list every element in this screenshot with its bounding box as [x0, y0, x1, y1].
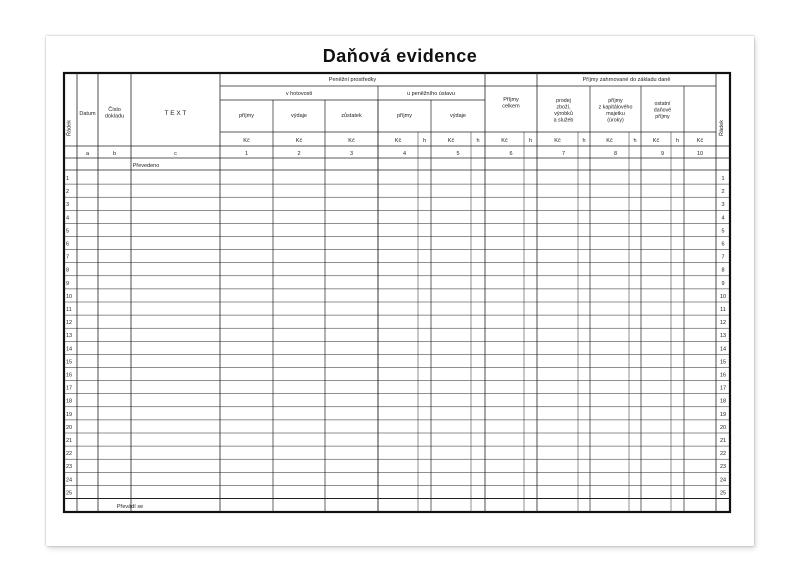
column-number: 5: [456, 151, 460, 157]
row-number: 2: [66, 189, 70, 196]
penezni-prostredky-header: Peněžní prostředky: [328, 77, 377, 83]
h-label: h: [582, 138, 586, 144]
cislo-dokladu-header: dokladu: [104, 113, 125, 120]
row-number-right: 4: [721, 215, 725, 222]
kc-label: Kč: [652, 138, 660, 144]
row-number: 7: [66, 254, 70, 261]
row-number-right: 16: [719, 372, 727, 379]
row-number: 12: [66, 320, 73, 327]
row-number-right: 19: [719, 411, 727, 418]
column-letter: b: [112, 151, 117, 157]
row-number-right: 11: [720, 307, 726, 313]
column-number: 7: [561, 151, 566, 157]
row-number: 13: [66, 333, 73, 340]
row-number: 5: [66, 228, 70, 235]
prevadi-se-label: Převádí se: [116, 504, 144, 510]
prijmy-kapitalove-header: majetku: [606, 111, 625, 117]
column-number: 3: [349, 151, 354, 157]
kc-label: Kč: [501, 138, 508, 144]
row-number-right: 24: [719, 477, 727, 484]
prodej-zbozi-header: prodej: [556, 98, 571, 104]
row-number: 3: [66, 202, 70, 209]
row-number: 4: [66, 215, 70, 222]
column-letter: c: [174, 151, 177, 157]
kc-label: Kč: [554, 138, 561, 144]
vydaje-header: výdaje: [450, 113, 466, 119]
zustatek-header: zůstatek: [341, 113, 362, 119]
row-number: 16: [66, 372, 73, 379]
vydaje-header: výdaje: [291, 113, 307, 119]
row-number: 10: [66, 293, 73, 300]
row-number-right: 2: [721, 189, 725, 196]
row-number: 22: [66, 451, 73, 458]
ostatni-danove-header: ostatní: [654, 101, 671, 107]
row-number: 17: [66, 385, 73, 392]
column-number: 1: [244, 151, 249, 157]
prodej-zbozi-header: výrobků: [554, 111, 573, 117]
row-number-right: 13: [719, 333, 727, 340]
row-number: 18: [66, 398, 73, 405]
row-number: 14: [66, 346, 73, 353]
datum-header: Datum: [79, 111, 96, 117]
radek-header-right: Řádek: [719, 120, 725, 136]
h-label: h: [476, 138, 480, 144]
prodej-zbozi-header: zboží,: [556, 104, 571, 111]
h-label: h: [528, 138, 533, 144]
column-letter: a: [85, 151, 90, 157]
v-hotovosti-header: v hotovosti: [285, 91, 313, 97]
radek-header: Řádek: [66, 120, 73, 136]
column-number: 2: [297, 151, 301, 157]
prijmy-celkem-header: Příjmy: [503, 97, 519, 103]
column-number: 4: [402, 151, 407, 157]
kc-label: Kč: [348, 138, 355, 144]
kc-label: Kč: [394, 138, 402, 144]
column-number: 8: [613, 151, 618, 157]
prijmy-zahrnovane-header: Příjmy zahrnované do základu daně: [582, 77, 671, 83]
row-number-right: 14: [719, 346, 727, 353]
kc-label: Kč: [295, 138, 303, 144]
row-number-right: 10: [719, 293, 727, 300]
prijmy-kapitalove-header: příjmy: [608, 98, 623, 104]
u-penezniho-ustavu-header: u peněžního ústavu: [406, 91, 456, 97]
row-number-right: 5: [721, 228, 725, 235]
row-number: 11: [66, 307, 72, 313]
prijmy-kapitalove-header: z kapitálového: [598, 104, 633, 111]
row-number: 8: [66, 267, 70, 274]
row-number: 1: [66, 176, 70, 182]
row-number-right: 7: [721, 254, 725, 261]
row-number-right: 17: [719, 385, 727, 392]
row-number-right: 25: [719, 490, 727, 497]
column-number: 9: [660, 151, 665, 157]
prijmy-celkem-header: celkem: [502, 103, 520, 110]
column-number: 10: [696, 151, 704, 157]
row-number: 15: [66, 359, 73, 366]
row-number-right: 1: [721, 176, 725, 182]
prevedeno-label: Převedeno: [132, 163, 160, 169]
row-number-right: 3: [721, 202, 725, 209]
row-number: 24: [66, 477, 73, 484]
row-number: 21: [66, 438, 73, 444]
row-number-right: 8: [721, 267, 725, 274]
row-number-right: 15: [719, 359, 727, 366]
row-number: 19: [66, 411, 73, 418]
row-number: 6: [66, 241, 70, 248]
row-number: 23: [66, 464, 73, 471]
prijmy-kapitalove-header: (úroky): [607, 117, 624, 124]
cislo-dokladu-header: Číslo: [108, 107, 121, 113]
column-number: 6: [509, 151, 513, 157]
row-number-right: 18: [719, 398, 727, 405]
row-number-right: 21: [719, 438, 727, 444]
prijmy-header: příjmy: [397, 113, 412, 119]
h-label: h: [675, 138, 680, 144]
kc-label: Kč: [696, 138, 704, 144]
row-number-right: 20: [719, 424, 727, 431]
row-number-right: 23: [719, 464, 727, 471]
kc-label: Kč: [243, 138, 250, 144]
row-number-right: 6: [721, 241, 725, 248]
kc-label: Kč: [447, 138, 455, 144]
row-number-right: 22: [719, 451, 727, 458]
row-number-right: 12: [719, 320, 727, 327]
h-label: h: [633, 138, 637, 144]
h-label: h: [422, 138, 427, 144]
ostatni-danove-header: příjmy: [655, 114, 670, 120]
row-number: 20: [66, 424, 73, 431]
row-number: 25: [66, 490, 73, 497]
ostatni-danove-header: daňové: [653, 107, 672, 114]
form-title: Daňová evidence: [322, 46, 478, 66]
prodej-zbozi-header: a služeb: [553, 117, 574, 124]
kc-label: Kč: [606, 138, 613, 144]
row-number-right: 9: [721, 280, 725, 287]
text-header: T E X T: [164, 110, 187, 117]
prijmy-header: příjmy: [239, 113, 254, 119]
row-number: 9: [66, 280, 70, 287]
